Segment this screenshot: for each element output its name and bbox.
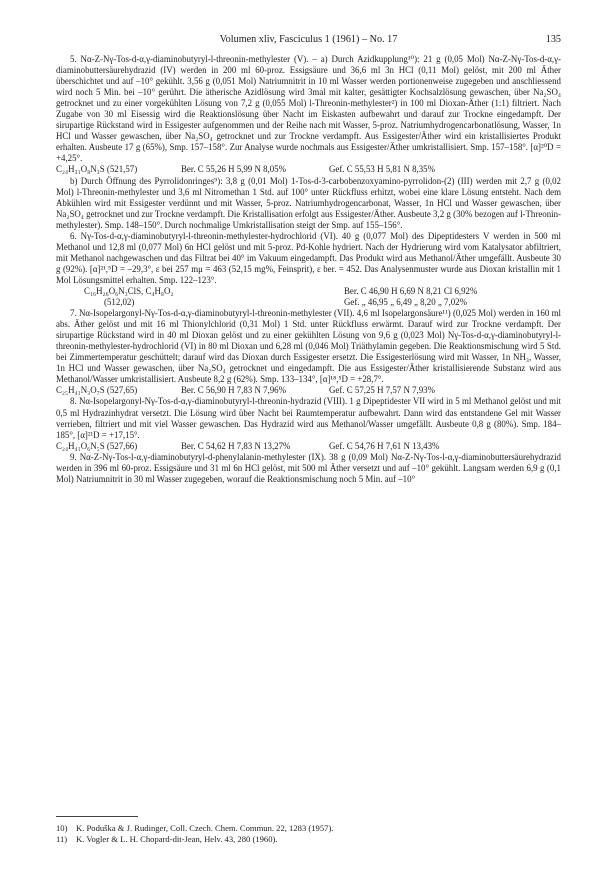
formula-vii: C₂₅H₄₁N₃O₇S (527,65) xyxy=(56,385,138,396)
calc-values-vi: Ber. C 46,90 H 6,69 N 8,21 Cl 6,92% xyxy=(344,285,478,296)
footnote-text: K. Vogler & L. H. Chopard-dit-Jean, Helv. 43, 280 (1960). xyxy=(76,834,278,845)
mw-vi: (512,02) xyxy=(104,297,135,308)
footnote-text: K. Poduška & J. Rudinger, Coll. Czech. Chem. Commun. 22, 1283 (1957). xyxy=(76,823,334,833)
found-values-vi: Gef. „ 46,95 „ 6,49 „ 8,20 „ 7,02% xyxy=(344,297,467,308)
footnote xyxy=(56,834,561,845)
analysis-line-vii xyxy=(56,385,561,396)
found-values-v: Gef. C 55,53 H 5,81 N 8,35% xyxy=(329,164,435,175)
footnote-number: 11) xyxy=(56,834,68,845)
analysis-block-vi xyxy=(84,286,561,308)
paragraph-9: 9. Nα-Z-Nγ-Tos-l-α,γ-diaminobutyryl-d-phenylalanin-methylester (IX). 38 g (0,09 Mol) Nα-Z-Nγ-Tos-l-α,γ-diaminobuttersäurehydrazid werden in 396 ml 60-proz. Essigsäure und 31 ml 6n HCl gelöst, mit 500 ml Äther versetzt und auf –10° gekühlt. Langsam werden 6,9 g (0,1 Mol) Natriumnitrit in 30 ml Wasser zugegeben, worauf die Reaktionsmischung noch 5 Min. auf –10° xyxy=(56,451,561,484)
article-body xyxy=(56,54,561,485)
running-header xyxy=(56,34,561,48)
analysis-line-viii xyxy=(56,441,561,452)
paragraph-5b: b) Durch Öffnung des Pyrrolidonringes⁹): 3,8 g (0,01 Mol) 1-Tos-d-3-carbobenzoxyamino-pyrrolidon-(2) (III) werden mit 2,7 g (0,02 Mol) l-Threonin-methylester und 3,6 ml Nitromethan 1 Std. auf 100° unter Rückfluss erhitzt, wobei eine klare Lösung entsteht. Nach dem Abkühlen wird mit Essigester verdünnt und mit Wasser, 5-proz. Natriumhydrogencarbonat, Wasser, 1n HCl und Wasser gewaschen, über Na₂SO₄ getrocknet und zur Trockne verdampft. Die Kristallisation erfolgt aus Essigester/Äther. Ausbeute 3,2 g (30% bezogen auf l-Threonin-methylester). Smp. 148–150°. Durch nochmalige Umkristallisation steigt der Smp. auf 155–156°. xyxy=(56,175,561,230)
found-values-vii: Gef. C 57,25 H 7,57 N 7,93% xyxy=(329,385,435,396)
formula-v: C₂₄H₃₁O₈N₃S (521,57) xyxy=(56,164,138,175)
calc-values-vii: Ber. C 56,90 H 7,83 N 7,96% xyxy=(181,385,287,396)
formula-vi: C₁₆H₂₆O₆N₃ClS, C₄H₈O₂ xyxy=(84,285,174,296)
found-values-viii: Gef. C 54,76 H 7,61 N 13,43% xyxy=(329,440,440,451)
footnotes xyxy=(56,823,561,845)
footnote xyxy=(56,823,561,834)
paragraph-6: 6. Nγ-Tos-d-α,γ-diaminobutyryl-l-threonin-methylester-hydrochlorid (VI). 40 g (0,077 Mol) des Dipeptidesters V werden in 500 ml Methanol und 12,8 ml (0,077 Mol) 6n HCl gelöst und mit 5-proz. Pd-Kohle hydriert. Nach der Hydrierung wird vom Katalysator abfiltriert, mit Methanol nachgewaschen und das Filtrat bei 40° im Vakuum eingedampft. Das Produkt wird aus Methanol/Äther umgefällt. Ausbeute 30 g (92%). [α]²¹,⁵D = –29,3°, ε bei 257 mμ = 463 (52,15 mg%, Feinsprit), ε ber. = 452. Das Analysenmuster wurde aus Dioxan kristallin mit 1 Mol Lösungsmittel erhalten. Smp. 122–123°. xyxy=(56,230,561,285)
page-number: 135 xyxy=(545,34,561,45)
paragraph-7: 7. Nα-Isopelargonyl-Nγ-Tos-d-α,γ-diaminobutyryl-l-threonin-methylester (VII). 4,6 ml Isopelargonsäure¹¹) (0,025 Mol) werden in 160 ml abs. Äther gelöst und mit 16 ml Thionylchlorid (0,31 Mol) 1 Std. unter Rückfluss erwärmt. Darauf wird zur Trockne verdampft. Der sirupartige Rückstand wird in 40 ml Dioxan gelöst und zu einer gekühlten Lösung von 9,6 g (0,023 Mol) Nγ-Tos-d-α,γ-diaminobutyryl-l-threonin-methylester-hydrochlorid (VI) in 80 ml Dioxan und 6,28 ml (0,046 Mol) Triäthylamin gegeben. Die Reaktionsmischung wird 5 Std. bei Zimmertemperatur geschüttelt; darauf wird das Dioxan durch Essigester ersetzt. Die Essigesterlösung wird mit Wasser, 1n NH₃, Wasser, 1n HCl und Wasser gewaschen, über Na₂SO₄ getrocknet und eingedampft. Die aus Essigester/Äther kristallisierende Substanz wird aus Methanol/Wasser umkristallisiert. Ausbeute 8,2 g (62%). Smp. 133–134°, [α]¹⁸,⁵D = +28,7°. xyxy=(56,308,561,385)
formula-viii: C₂₄H₄₁O₆N₅S (527,66) xyxy=(56,440,138,451)
footnote-rule xyxy=(56,816,138,817)
running-title: Volumen xliv, Fasciculus 1 (1961) – No. 17 xyxy=(219,34,398,45)
paragraph-8: 8. Nα-Isopelargonyl-Nγ-Tos-d-α,γ-diaminobutyryl-l-threonin-hydrazid (VIII). 1 g Dipeptidester VII wird in 5 ml Methanol gelöst und mit 0,5 ml Hydrazinhydrat versetzt. Die Lösung wird über Nacht bei Raumtemperatur aufbewahrt. Dann wird das entstandene Gel mit Wasser verrieben, filtriert und mit viel Wasser gewaschen. Das Hydrazid wird aus Methanol/Wasser umgefällt. Ausbeute 0,8 g (80%). Smp. 184–185°, [α]²¹D = +17,15°. xyxy=(56,396,561,440)
calc-values-viii: Ber. C 54,62 H 7,83 N 13,27% xyxy=(181,440,291,451)
paragraph-5a: 5. Nα-Z-Nγ-Tos-d-α,γ-diaminobutyryl-l-threonin-methylester (V). – a) Durch Azidkupplung¹⁰): 21 g (0,05 Mol) Nα-Z-Nγ-Tos-d-α,γ-diaminobuttersäurehydrazid (IV) werden in 200 ml 60-proz. Essigsäure und 36,6 ml 3n HCl (0,11 Mol) gelöst, mit 200 ml Äther überschichtet und auf –10° gekühlt. 3,56 g (0,051 Mol) Natriumnitrit in 10 ml Wasser werden portionenweise zugegeben und anschliessend wird noch 5 Min. bei –10° gerührt. Die ätherische Azidlösung wird 3mal mit kalter, gesättigter Kochsalzlösung gewaschen, über Na₂SO₄ getrocknet und zu einer vorgekühlten Lösung von 7,2 g (0,055 Mol) l-Threonin-methylester²) in 100 ml Dioxan-Äther (1:1) filtriert. Nach Zugabe von 30 ml Eisessig wird die Reaktionslösung über Nacht im Eiskasten aufbewahrt und darauf zur Trockne eingedampft. Der sirupartige Rückstand wird in Essigester aufgenommen und der Reihe nach mit Wasser, 5-proz. Natriumhydrogencarbonatlösung, Wasser, 1n HCl und Wasser gewaschen, über Na₂SO₄ getrocknet und zur Trockne verdampft. Aus Essigester/Äther wird ein kristallisiertes Produkt erhalten. Ausbeute 17 g (65%), Smp. 157–158°. Zur Analyse wurde nochmals aus Essigester/Äther umkristallisiert. Smp. 157–158°. [α]²⁰D = +4,25°. xyxy=(56,54,561,164)
calc-values-v: Ber. C 55,26 H 5,99 N 8,05% xyxy=(181,164,287,175)
analysis-line-v xyxy=(56,164,561,175)
footnote-number: 10) xyxy=(56,823,68,833)
